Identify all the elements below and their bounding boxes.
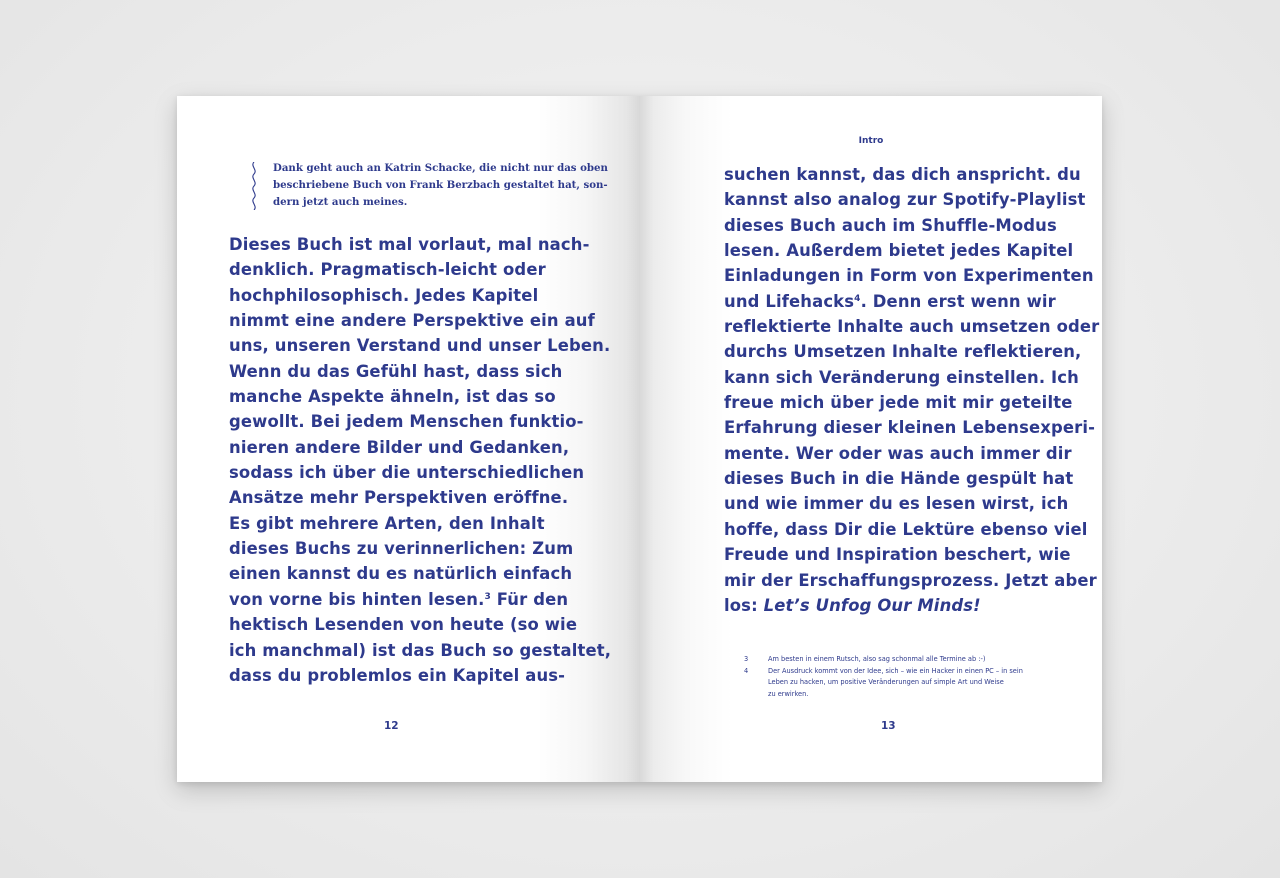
body-line: kannst also analog zur Spotify-Playlist	[724, 190, 1086, 210]
footnotes	[744, 654, 1064, 700]
body-line: Ansätze mehr Perspektiven eröffne.	[229, 488, 569, 508]
body-line: durchs Umsetzen Inhalte reflektieren,	[724, 342, 1082, 362]
page-number-left: 12	[384, 720, 399, 732]
body-line: denklich. Pragmatisch-leicht oder	[229, 260, 546, 280]
body-line-text: und Lifehacks	[724, 291, 855, 311]
body-line-text: von vorne bis hinten lesen.	[229, 589, 485, 609]
footnote-line: Der Ausdruck kommt von der Idee, sich – wie ein Hacker in einen PC – in sein	[768, 666, 1023, 675]
body-line-text: . Denn erst wenn wir	[860, 291, 1056, 311]
body-line: lesen. Außerdem bietet jedes Kapitel	[724, 241, 1074, 261]
footnote-number: 4	[744, 666, 749, 675]
body-line: reflektierte Inhalte auch umsetzen oder	[724, 317, 1100, 337]
body-line: dieses Buchs zu verinnerlichen: Zum	[229, 539, 574, 559]
acknowledgement-quote	[273, 160, 608, 211]
body-line: hochphilosophisch. Jedes Kapitel	[229, 285, 539, 305]
footnote-line: zu erwirken.	[768, 689, 809, 698]
page-number-right: 13	[881, 720, 896, 732]
body-line-with-footnote	[229, 587, 611, 612]
footnote-number: 3	[744, 655, 749, 663]
footnote	[744, 654, 1064, 666]
footnote-line: Am besten in einem Rutsch, also sag schonmal alle Termine ab :-)	[768, 655, 986, 663]
footnote-marker: 4	[854, 293, 861, 304]
footnote-line: Leben zu hacken, um positive Veränderungen auf simple Art und Weise	[768, 678, 1004, 687]
left-body-text	[229, 232, 611, 688]
squiggle-line-icon	[249, 162, 259, 210]
body-line: Wenn du das Gefühl hast, dass sich	[229, 361, 563, 381]
footnote	[744, 666, 1064, 701]
body-line: einen kannst du es natürlich einfach	[229, 564, 573, 584]
right-body-text	[724, 162, 1099, 618]
body-line-text: Für den	[490, 589, 569, 609]
body-line: nieren andere Bilder und Gedanken,	[229, 437, 570, 457]
body-line: dass du problemlos ein Kapitel aus-	[229, 665, 566, 685]
body-line: hoffe, dass Dir die Lektüre ebenso viel	[724, 519, 1088, 539]
body-line: Erfahrung dieser kleinen Lebensexperi-	[724, 418, 1096, 438]
footnote-marker: 3	[484, 591, 491, 602]
body-line: kann sich Veränderung einstellen. Ich	[724, 367, 1079, 387]
body-line: mente. Wer oder was auch immer dir	[724, 443, 1072, 463]
quote-line: dern jetzt auch meines.	[273, 196, 408, 208]
body-line: suchen kannst, das dich anspricht. du	[724, 165, 1081, 184]
footnote-text	[768, 666, 1064, 701]
footnote-text	[768, 654, 1064, 666]
quote-line: Dank geht auch an Katrin Schacke, die nicht nur das oben	[273, 162, 608, 174]
body-line: nimmt eine andere Perspektive ein auf	[229, 311, 595, 331]
body-line: uns, unseren Verstand und unser Leben.	[229, 336, 611, 356]
body-line: Einladungen in Form von Experimenten	[724, 266, 1094, 286]
body-line: manche Aspekte ähneln, ist das so	[229, 387, 556, 407]
body-line: Freude und Inspiration beschert, wie	[724, 545, 1071, 565]
left-page	[177, 96, 640, 782]
body-line: hektisch Lesenden von heute (so wie	[229, 615, 578, 635]
body-line: gewollt. Bei jedem Menschen funktio-	[229, 412, 584, 432]
right-page	[640, 96, 1102, 782]
body-line-final	[724, 593, 1099, 618]
quote-line: beschriebene Buch von Frank Berzbach gestaltet hat, son-	[273, 179, 608, 191]
body-line: mir der Erschaffungsprozess. Jetzt aber	[724, 570, 1097, 590]
body-line: dieses Buch in die Hände gespült hat	[724, 469, 1074, 489]
running-head: Intro	[858, 136, 884, 146]
body-line-with-footnote	[724, 289, 1099, 314]
body-line: und wie immer du es lesen wirst, ich	[724, 494, 1069, 514]
body-line: Dieses Buch ist mal vorlaut, mal nach-	[229, 235, 590, 254]
body-line: dieses Buch auch im Shuffle-Modus	[724, 215, 1057, 235]
body-line: Es gibt mehrere Arten, den Inhalt	[229, 513, 545, 533]
body-line: freue mich über jede mit mir geteilte	[724, 393, 1073, 413]
body-line-text: los:	[724, 595, 764, 615]
body-line: sodass ich über die unterschiedlichen	[229, 463, 585, 483]
book-spread	[177, 96, 1102, 782]
closing-phrase: Let’s Unfog Our Minds!	[763, 595, 981, 615]
body-line: ich manchmal) ist das Buch so gestaltet,	[229, 640, 612, 660]
